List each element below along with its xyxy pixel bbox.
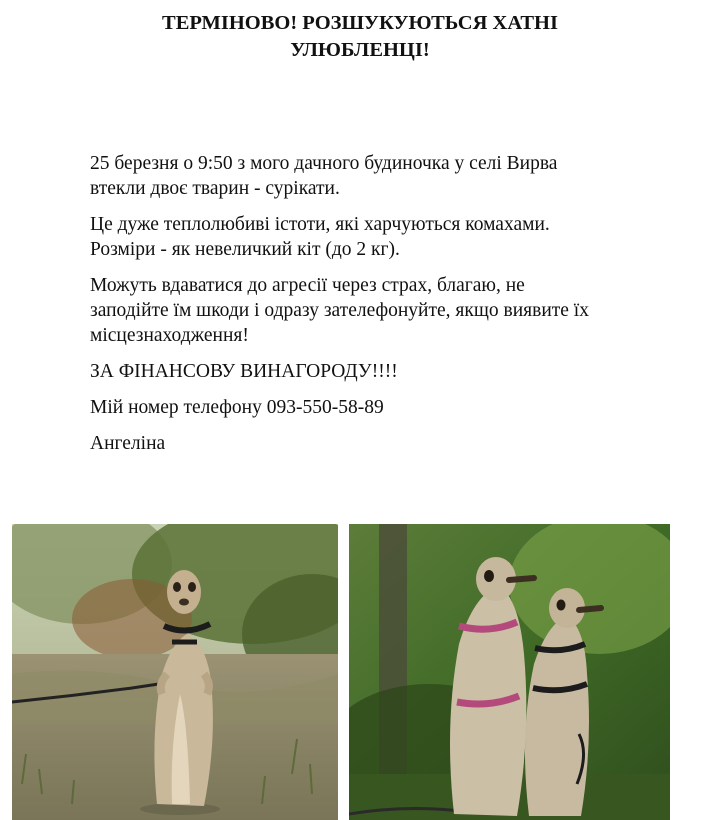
paragraph-description-line-1: Це дуже теплолюбиві істоти, які харчуються комахами. bbox=[90, 214, 550, 235]
reward-text: ЗА ФІНАНСОВУ ВИНАГОРОДУ!!!! bbox=[90, 361, 398, 382]
meerkat-photo-left-image bbox=[12, 524, 338, 820]
paragraph-warning bbox=[90, 273, 690, 348]
poster-title bbox=[60, 10, 660, 64]
paragraph-escape bbox=[90, 151, 690, 201]
title-line-1: ТЕРМІНОВО! РОЗШУКУЮТЬСЯ ХАТНІ bbox=[162, 12, 558, 34]
title-line-2: УЛЮБЛЕНЦІ! bbox=[290, 39, 430, 61]
paragraph-warning-line-1: Можуть вдаватися до агресії через страх, благаю, не bbox=[90, 275, 525, 296]
poster-body bbox=[90, 151, 690, 467]
meerkat-photo-right bbox=[349, 524, 670, 820]
phone-text: Мій номер телефону 093-550-58-89 bbox=[90, 397, 384, 418]
paragraph-description bbox=[90, 212, 690, 262]
paragraph-warning-line-3: місцезнаходження! bbox=[90, 325, 249, 346]
signature-text: Ангеліна bbox=[90, 433, 166, 454]
paragraph-description-line-2: Розміри - як невеличкий кіт (до 2 кг). bbox=[90, 239, 400, 260]
meerkat-photo-right-image bbox=[349, 524, 670, 820]
meerkat-photo-left bbox=[12, 524, 338, 820]
paragraph-warning-line-2: заподійте їм шкоди і одразу зателефонуйте, якщо виявите їх bbox=[90, 300, 589, 321]
paragraph-escape-line-2: втекли двоє тварин - сурікати. bbox=[90, 178, 340, 199]
paragraph-escape-line-1: 25 березня о 9:50 з мого дачного будиночка у селі Вирва bbox=[90, 153, 558, 174]
